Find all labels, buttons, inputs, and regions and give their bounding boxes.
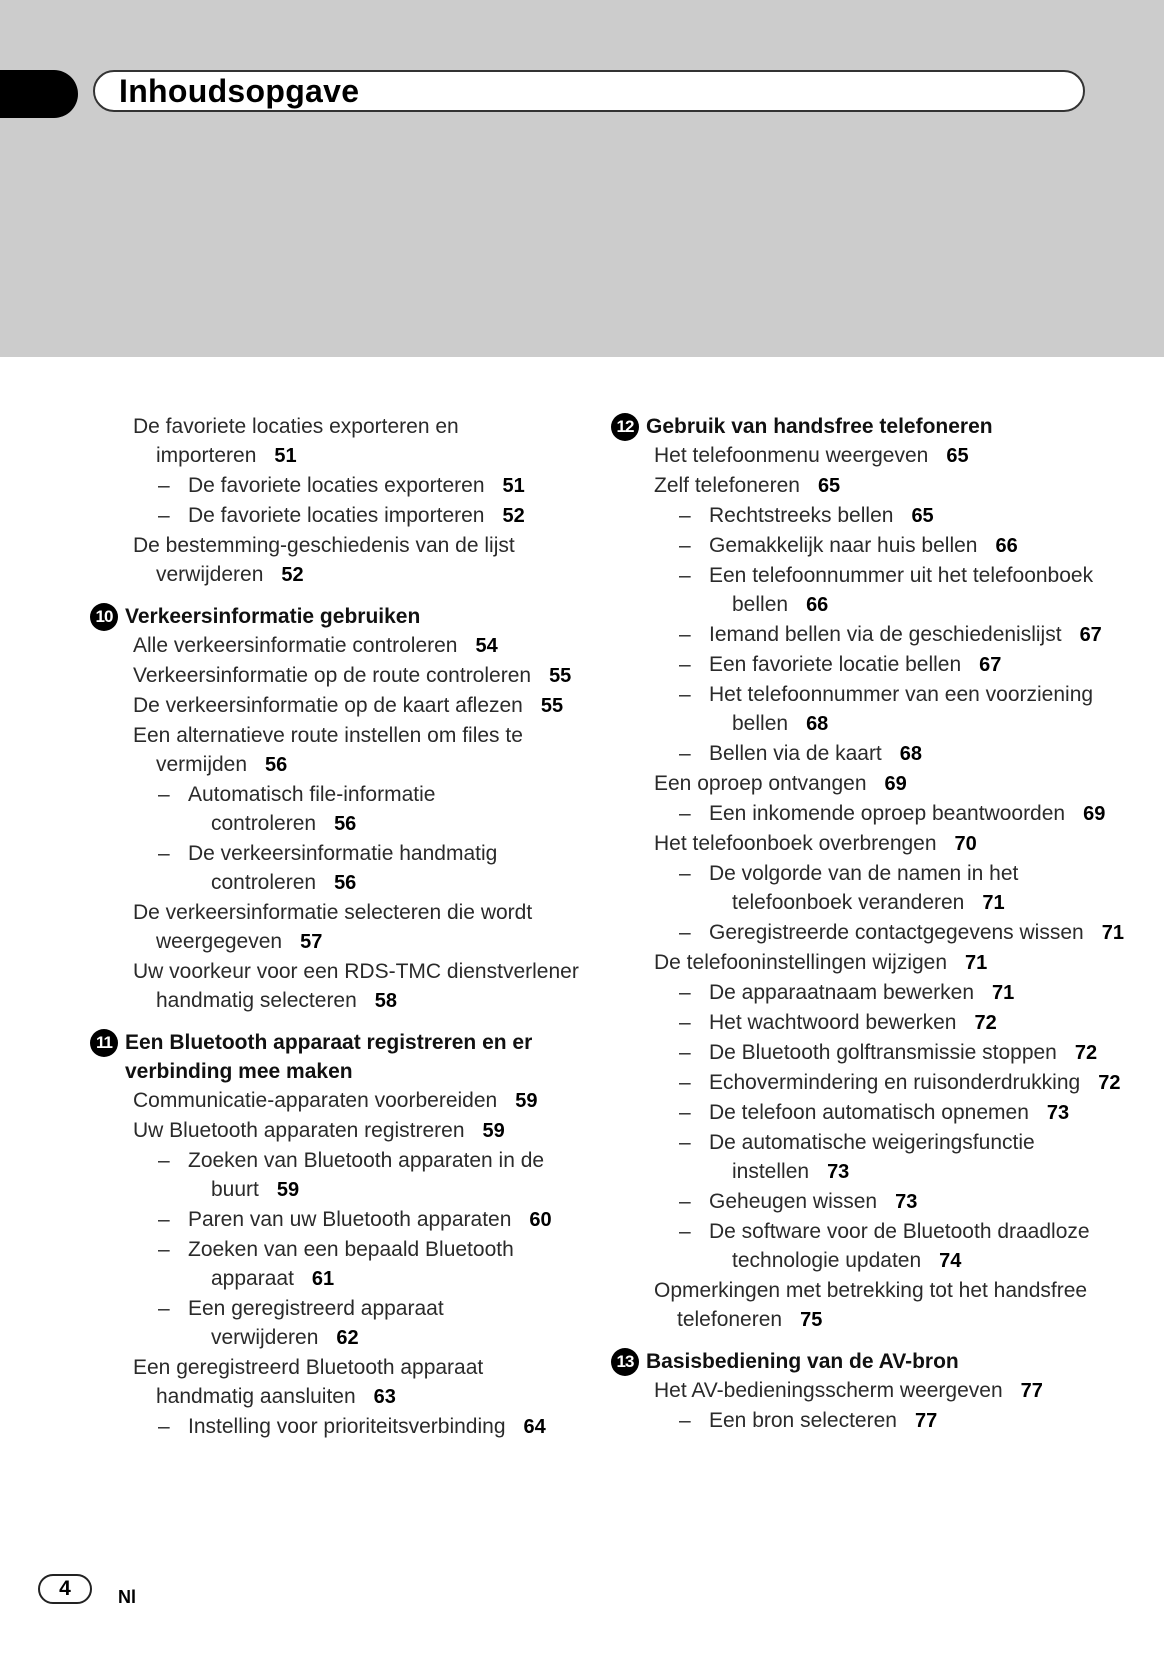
entry-page-number: 71 <box>965 952 988 974</box>
entry-page-number: 56 <box>265 754 288 776</box>
toc-entry[interactable] <box>634 829 1131 859</box>
entry-page-number: 65 <box>946 445 969 467</box>
toc-subentry[interactable]: – Rechtstreeks bellen 65 <box>679 504 934 527</box>
toc-entry[interactable] <box>113 957 580 1016</box>
toc-entry[interactable] <box>113 531 580 590</box>
toc-entry[interactable] <box>113 691 580 721</box>
entry-page-number: 61 <box>311 1268 335 1290</box>
entry-text: Een alternatieve route instellen om files te vermijden <box>133 724 523 776</box>
entry-page-number: 54 <box>475 635 498 657</box>
entry-page-number: 65 <box>911 505 934 527</box>
entry-text: Iemand bellen via de geschiedenislijst <box>709 623 1062 646</box>
entry-text: Verkeersinformatie op de route controleren <box>133 664 532 687</box>
entry-text: Zoeken van Bluetooth apparaten in de buurt <box>188 1149 545 1201</box>
entry-page-number: 59 <box>482 1120 505 1142</box>
entry-text: Paren van uw Bluetooth apparaten <box>188 1208 512 1231</box>
section-heading[interactable] <box>90 1028 580 1086</box>
entry-page-number: 71 <box>992 982 1015 1004</box>
toc-subentry[interactable]: – Het wachtwoord bewerken 72 <box>679 1011 997 1034</box>
toc-entry[interactable] <box>113 721 580 780</box>
entry-text: Opmerkingen met betrekking tot het handsfree telefoneren <box>654 1279 1088 1331</box>
toc-subentry[interactable]: – Het telefoonnummer van een voorziening bellen 68 <box>679 683 1094 735</box>
entry-page-number: 59 <box>515 1090 538 1112</box>
entry-text: Automatisch file-informatie controleren <box>188 783 436 835</box>
toc-section-10 <box>90 602 580 1016</box>
toc-section-11 <box>90 1028 580 1442</box>
toc-subentry[interactable]: – Paren van uw Bluetooth apparaten 60 <box>158 1208 552 1231</box>
entry-text: Communicatie-apparaten voorbereiden <box>133 1089 498 1112</box>
toc-subentry[interactable]: – De telefoon automatisch opnemen 73 <box>679 1101 1070 1124</box>
language-code: Nl <box>118 1587 136 1607</box>
entry-text: Het telefoonmenu weergeven <box>654 444 929 467</box>
entry-page-number: 64 <box>523 1416 546 1438</box>
entry-page-number: 70 <box>954 833 977 855</box>
section-number-icon: 12 <box>611 413 639 441</box>
entry-page-number: 73 <box>827 1161 850 1183</box>
entry-text: Zelf telefoneren <box>654 474 800 497</box>
entry-text: Geregistreerde contactgegevens wissen <box>709 921 1084 944</box>
entry-page-number: 66 <box>806 594 829 616</box>
entry-text: Rechtstreeks bellen <box>709 504 894 527</box>
entry-text: Geheugen wissen <box>709 1190 878 1213</box>
section-title: Een Bluetooth apparaat registreren en er verbinding mee maken <box>125 1031 533 1083</box>
entry-text: De software voor de Bluetooth draadloze technologie updaten <box>709 1220 1090 1272</box>
entry-text: Bellen via de kaart <box>709 742 882 765</box>
entry-text: Uw voorkeur voor een RDS-TMC dienstverlener handmatig selecteren <box>133 960 579 1012</box>
entry-page-number: 58 <box>374 990 398 1012</box>
section-number-icon: 11 <box>90 1029 118 1057</box>
entry-text: Het telefoonboek overbrengen <box>654 832 937 855</box>
entry-page-number: 63 <box>373 1386 396 1408</box>
entry-page-number: 77 <box>914 1410 938 1432</box>
toc-subentry[interactable]: – Een telefoonnummer uit het telefoonboek bellen 66 <box>679 564 1094 616</box>
entry-page-number: 69 <box>1083 803 1106 825</box>
toc-subentry[interactable]: – Instelling voor prioriteitsverbinding 64 <box>158 1415 546 1438</box>
toc-subentry[interactable]: – Een bron selecteren 77 <box>679 1409 938 1432</box>
section-entries <box>611 441 1131 1335</box>
entry-text: Zoeken van een bepaald Bluetooth apparaat <box>188 1238 514 1290</box>
toc-subentry[interactable]: – Geheugen wissen 73 <box>679 1190 918 1213</box>
entry-page-number: 73 <box>1046 1102 1070 1124</box>
entry-text: Een geregistreerd apparaat verwijderen <box>188 1297 444 1349</box>
entry-text: Echovermindering en ruisonderdrukking <box>709 1071 1081 1094</box>
toc-subentry[interactable]: – De verkeersinformatie handmatig controleren 56 <box>158 842 498 894</box>
entry-text: Gemakkelijk naar huis bellen <box>709 534 978 557</box>
toc-subentry[interactable]: – De Bluetooth golftransmissie stoppen 72 <box>679 1041 1098 1064</box>
section-number-icon: 13 <box>611 1348 639 1376</box>
section-heading[interactable] <box>611 412 1131 441</box>
entry-page-number: 74 <box>939 1250 962 1272</box>
entry-text: Een bron selecteren <box>709 1409 897 1432</box>
entry-text: De favoriete locaties exporteren <box>188 474 485 497</box>
entry-page-number: 51 <box>274 445 297 467</box>
entry-text: De verkeersinformatie op de kaart aflezen <box>133 694 523 717</box>
toc-subentry[interactable]: – De automatische weigeringsfunctie instellen 73 <box>679 1131 1035 1183</box>
page-number-badge <box>38 1574 92 1604</box>
entry-page-number: 51 <box>502 475 525 497</box>
toc-subentry[interactable]: – Zoeken van Bluetooth apparaten in de buurt 59 <box>158 1149 545 1201</box>
entry-page-number: 56 <box>334 813 357 835</box>
toc-entry[interactable] <box>113 898 580 957</box>
entry-text: Een oproep ontvangen <box>654 772 867 795</box>
toc-entry[interactable] <box>634 1376 1131 1406</box>
entry-page-number: 62 <box>336 1327 359 1349</box>
entry-text: Het AV-bedieningsscherm weergeven <box>654 1379 1003 1402</box>
section-title: Verkeersinformatie gebruiken <box>125 605 421 628</box>
toc-entry[interactable] <box>634 441 1131 471</box>
entry-page-number: 52 <box>502 505 525 527</box>
toc-section-12 <box>611 412 1131 1335</box>
entry-page-number: 71 <box>1101 922 1124 944</box>
entry-page-number: 55 <box>549 665 572 687</box>
entry-page-number: 67 <box>1079 624 1102 646</box>
toc-subentry[interactable]: – Geregistreerde contactgegevens wissen 71 <box>679 921 1124 944</box>
entry-text: De verkeersinformatie handmatig controleren <box>188 842 498 894</box>
toc-subentry[interactable]: – De favoriete locaties exporteren 51 <box>158 474 525 497</box>
toc-entry[interactable] <box>113 1086 580 1116</box>
entry-text: Alle verkeersinformatie controleren <box>133 634 458 657</box>
entry-page-number: 72 <box>1074 1042 1098 1064</box>
toc-entry[interactable] <box>634 769 1131 799</box>
entry-text: De telefoon automatisch opnemen <box>709 1101 1029 1124</box>
toc-entry[interactable] <box>634 1276 1131 1335</box>
entry-page-number: 69 <box>884 773 907 795</box>
chapter-tab <box>0 70 78 118</box>
entry-text: Een geregistreerd Bluetooth apparaat handmatig aansluiten <box>133 1356 484 1408</box>
toc-subentry[interactable]: – Echovermindering en ruisonderdrukking 72 <box>679 1071 1121 1094</box>
entry-text: Het telefoonnummer van een voorziening bellen <box>709 683 1094 735</box>
toc-continuation <box>90 412 580 590</box>
toc-subentry[interactable]: – Automatisch file-informatie controleren 56 <box>158 783 436 835</box>
title-bar <box>93 70 1085 112</box>
section-title: Basisbediening van de AV-bron <box>646 1350 959 1373</box>
toc-subentry[interactable]: – Gemakkelijk naar huis bellen 66 <box>679 534 1018 557</box>
toc-subentry[interactable]: – Een inkomende oproep beantwoorden 69 <box>679 802 1106 825</box>
toc-subentry[interactable]: – Iemand bellen via de geschiedenislijst 67 <box>679 623 1102 646</box>
entry-page-number: 65 <box>817 475 841 497</box>
entry-text: Het wachtwoord bewerken <box>709 1011 957 1034</box>
entry-page-number: 56 <box>334 872 357 894</box>
toc-entry[interactable] <box>113 1353 580 1412</box>
toc-entry[interactable] <box>113 412 580 471</box>
entry-page-number: 52 <box>281 564 304 586</box>
entry-text: De bestemming-geschiedenis van de lijst verwijderen <box>133 534 515 586</box>
toc-subentry[interactable]: – De volgorde van de namen in het telefoonboek veranderen 71 <box>679 862 1019 914</box>
entry-page-number: 68 <box>899 743 923 765</box>
toc-subentry[interactable]: – De favoriete locaties importeren 52 <box>158 504 525 527</box>
toc-section-13 <box>611 1347 1131 1436</box>
entry-page-number: 71 <box>982 892 1005 914</box>
toc-entry[interactable] <box>113 661 580 691</box>
entry-text: Een favoriete locatie bellen <box>709 653 962 676</box>
section-heading[interactable] <box>611 1347 1131 1376</box>
entry-text: De volgorde van de namen in het telefoonboek veranderen <box>709 862 1019 914</box>
entry-page-number: 73 <box>895 1191 918 1213</box>
entry-text: Een telefoonnummer uit het telefoonboek bellen <box>709 564 1094 616</box>
section-heading[interactable] <box>90 602 580 631</box>
entry-text: De verkeersinformatie selecteren die wordt weergegeven <box>133 901 533 953</box>
toc-subentry[interactable]: – De software voor de Bluetooth draadloze technologie updaten 74 <box>679 1220 1090 1272</box>
entry-text: Uw Bluetooth apparaten registreren <box>133 1119 465 1142</box>
toc-column-left <box>90 412 580 1454</box>
entry-page-number: 67 <box>979 654 1002 676</box>
entry-text: Een inkomende oproep beantwoorden <box>709 802 1066 825</box>
entry-page-number: 66 <box>995 535 1018 557</box>
section-entries <box>90 1086 580 1442</box>
entry-text: De favoriete locaties importeren <box>188 504 485 527</box>
section-entries <box>611 1376 1131 1436</box>
page-title: Inhoudsopgave <box>119 73 360 109</box>
entry-page-number: 60 <box>529 1209 552 1231</box>
toc-entry[interactable] <box>634 471 1131 501</box>
entry-page-number: 57 <box>300 931 323 953</box>
toc-subentry[interactable]: – Een favoriete locatie bellen 67 <box>679 653 1002 676</box>
entry-text: De favoriete locaties exporteren en importeren <box>133 415 459 467</box>
entry-page-number: 55 <box>540 695 564 717</box>
toc-subentry[interactable]: – Zoeken van een bepaald Bluetooth apparaat 61 <box>158 1238 514 1290</box>
entry-text: De telefooninstellingen wijzigen <box>654 951 948 974</box>
entry-text: De apparaatnaam bewerken <box>709 981 975 1004</box>
toc-subentry[interactable]: – Bellen via de kaart 68 <box>679 742 923 765</box>
entry-text: De automatische weigeringsfunctie instellen <box>709 1131 1035 1183</box>
page-number: 4 <box>59 1577 71 1600</box>
entry-page-number: 77 <box>1020 1380 1043 1402</box>
toc-entry[interactable] <box>113 631 580 661</box>
section-title: Gebruik van handsfree telefoneren <box>646 415 993 438</box>
toc-column-right <box>611 412 1131 1448</box>
toc-subentry[interactable]: – Een geregistreerd apparaat verwijderen 62 <box>158 1297 444 1349</box>
entry-page-number: 68 <box>806 713 829 735</box>
section-entries <box>90 631 580 1016</box>
toc-entry[interactable] <box>113 1116 580 1146</box>
header-band <box>0 0 1164 357</box>
toc-subentry[interactable]: – De apparaatnaam bewerken 71 <box>679 981 1015 1004</box>
entry-page-number: 59 <box>276 1179 300 1201</box>
entry-page-number: 72 <box>974 1012 997 1034</box>
toc-entry[interactable] <box>634 948 1131 978</box>
entry-page-number: 72 <box>1098 1072 1121 1094</box>
entry-text: De Bluetooth golftransmissie stoppen <box>709 1041 1057 1064</box>
entry-page-number: 75 <box>800 1309 823 1331</box>
entry-text: Instelling voor prioriteitsverbinding <box>188 1415 506 1438</box>
section-number-icon: 10 <box>90 603 118 631</box>
